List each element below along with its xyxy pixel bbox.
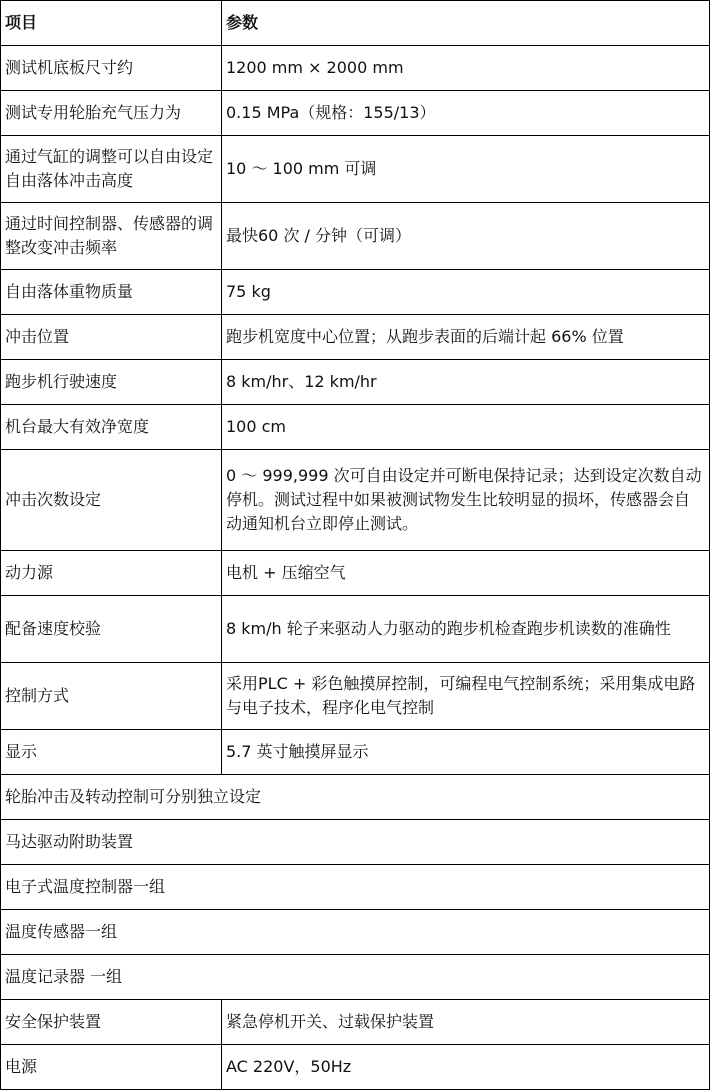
row-item: 冲击位置 <box>1 315 222 360</box>
header-item: 项目 <box>1 1 222 46</box>
row-item: 自由落体重物质量 <box>1 270 222 315</box>
row-value: AC 220V，50Hz <box>222 1045 710 1090</box>
row-item: 机台最大有效净宽度 <box>1 405 222 450</box>
table-row <box>1 203 710 270</box>
full-row-text: 电子式温度控制器一组 <box>1 865 710 910</box>
row-value: 0 ～ 999,999 次可自由设定并可断电保持记录；达到设定次数自动停机。测试过程中如果被测试物发生比较明显的损坏，传感器会自动通知机台立即停止测试。 <box>222 450 710 551</box>
row-item: 测试专用轮胎充气压力为 <box>1 91 222 136</box>
row-item: 跑步机行驶速度 <box>1 360 222 405</box>
table-row-full <box>1 955 710 1000</box>
row-value: 8 km/h 轮子来驱动人力驱动的跑步机检查跑步机读数的准确性 <box>222 596 710 663</box>
table-row <box>1 315 710 360</box>
full-row-text: 温度传感器一组 <box>1 910 710 955</box>
table-row-full <box>1 865 710 910</box>
row-value: 最快60 次 / 分钟（可调） <box>222 203 710 270</box>
table-row <box>1 1000 710 1045</box>
table-row <box>1 91 710 136</box>
row-value: 5.7 英寸触摸屏显示 <box>222 730 710 775</box>
row-item: 安全保护装置 <box>1 1000 222 1045</box>
table-row <box>1 596 710 663</box>
table-row <box>1 360 710 405</box>
row-value: 采用PLC + 彩色触摸屏控制，可编程电气控制系统；采用集成电路与电子技术，程序化电气控制 <box>222 663 710 730</box>
row-item: 动力源 <box>1 551 222 596</box>
row-value: 1200 mm × 2000 mm <box>222 46 710 91</box>
row-value: 100 cm <box>222 405 710 450</box>
table-row-full <box>1 820 710 865</box>
row-item: 配备速度校验 <box>1 596 222 663</box>
full-row-text: 轮胎冲击及转动控制可分别独立设定 <box>1 775 710 820</box>
full-row-text: 马达驱动附助装置 <box>1 820 710 865</box>
table-header-row <box>1 1 710 46</box>
full-row-text: 温度记录器 一组 <box>1 955 710 1000</box>
row-value: 75 kg <box>222 270 710 315</box>
table-row <box>1 730 710 775</box>
table-row <box>1 405 710 450</box>
header-param: 参数 <box>222 1 710 46</box>
row-item: 控制方式 <box>1 663 222 730</box>
table-row <box>1 663 710 730</box>
table-row <box>1 46 710 91</box>
table-row <box>1 136 710 203</box>
table-row <box>1 450 710 551</box>
row-value: 10 ～ 100 mm 可调 <box>222 136 710 203</box>
table-row <box>1 551 710 596</box>
table-row <box>1 270 710 315</box>
row-value: 0.15 MPa（规格：155/13） <box>222 91 710 136</box>
row-item: 电源 <box>1 1045 222 1090</box>
row-value: 电机 + 压缩空气 <box>222 551 710 596</box>
row-item: 显示 <box>1 730 222 775</box>
row-value: 紧急停机开关、过载保护装置 <box>222 1000 710 1045</box>
table-row-full <box>1 775 710 820</box>
row-item: 测试机底板尺寸约 <box>1 46 222 91</box>
table-row-full <box>1 910 710 955</box>
row-item: 通过气缸的调整可以自由设定自由落体冲击高度 <box>1 136 222 203</box>
row-item: 通过时间控制器、传感器的调整改变冲击频率 <box>1 203 222 270</box>
row-item: 冲击次数设定 <box>1 450 222 551</box>
row-value: 8 km/hr、12 km/hr <box>222 360 710 405</box>
row-value: 跑步机宽度中心位置；从跑步表面的后端计起 66% 位置 <box>222 315 710 360</box>
